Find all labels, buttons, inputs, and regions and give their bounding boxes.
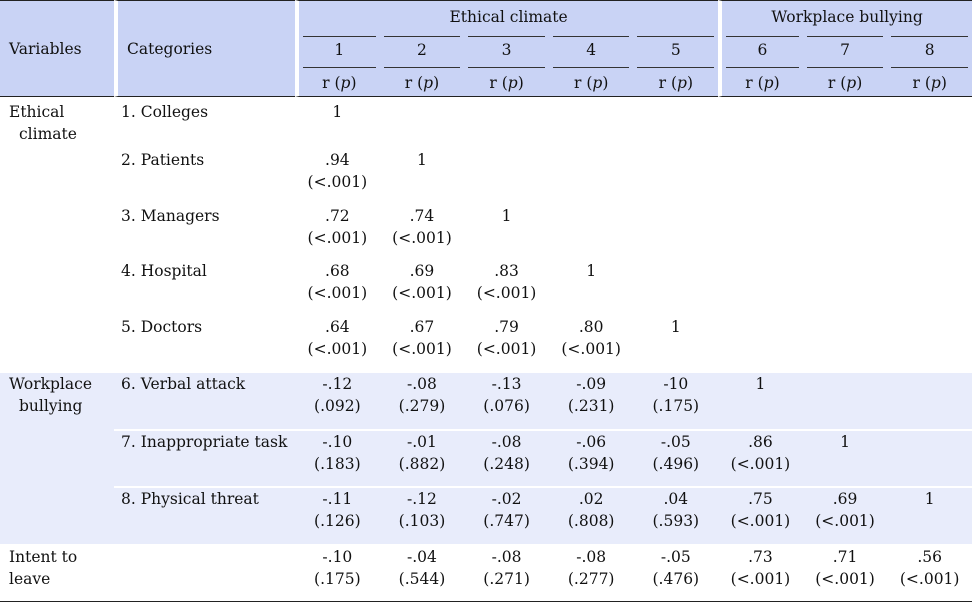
- correlation-cell: [549, 205, 634, 261]
- correlation-cell: [887, 316, 972, 372]
- header-group-ethical: Ethical climate: [295, 0, 718, 32]
- r-value: -.09: [549, 373, 634, 395]
- col-rp-label: r (p): [549, 63, 634, 97]
- r-value: -.12: [295, 373, 380, 395]
- table-row: [0, 486, 972, 544]
- correlation-cell: [549, 544, 634, 602]
- category-label: 4. Hospital: [114, 260, 295, 316]
- p-value: (<.001): [380, 282, 465, 304]
- p-value: (.231): [549, 395, 634, 417]
- correlation-cell: [633, 316, 718, 372]
- correlation-cell: [633, 260, 718, 316]
- r-value: .74: [380, 205, 465, 227]
- r-value: -.08: [464, 431, 549, 453]
- table-row: [0, 371, 972, 429]
- r-value: .73: [718, 546, 803, 568]
- correlation-cell: [464, 429, 549, 487]
- p-value: (<.001): [295, 227, 380, 249]
- table-body: [0, 97, 972, 602]
- category-label: 8. Physical threat: [114, 486, 295, 544]
- r-value: -.13: [464, 373, 549, 395]
- p-value: (.593): [633, 510, 718, 532]
- p-value: (.277): [549, 568, 634, 590]
- correlation-cell: [380, 429, 465, 487]
- p-value: (.808): [549, 510, 634, 532]
- r-value: -.05: [633, 546, 718, 568]
- variable-ethical: [0, 97, 114, 371]
- correlation-cell: [887, 429, 972, 487]
- header-group-bullying: Workplace bullying: [718, 0, 972, 32]
- r-value: .64: [295, 316, 380, 338]
- p-value: (<.001): [295, 338, 380, 360]
- correlation-cell: [464, 97, 549, 149]
- correlation-cell: [887, 486, 972, 544]
- p-value: (.544): [380, 568, 465, 590]
- r-value: .67: [380, 316, 465, 338]
- correlation-cell: [803, 486, 888, 544]
- p-value: (<.001): [380, 338, 465, 360]
- col-number: 7: [803, 32, 888, 63]
- p-value: (.882): [380, 453, 465, 475]
- correlation-cell: [295, 486, 380, 544]
- correlation-cell: [295, 544, 380, 602]
- correlation-cell: [295, 205, 380, 261]
- variable-label-line1: Workplace: [9, 375, 92, 393]
- correlation-cell: [464, 205, 549, 261]
- correlation-cell: [718, 97, 803, 149]
- correlation-cell: [803, 544, 888, 602]
- r-value: -10: [633, 373, 718, 395]
- col-number: 5: [633, 32, 718, 63]
- r-value: .69: [380, 260, 465, 282]
- r-value: 1: [718, 373, 803, 395]
- r-value: -.10: [295, 546, 380, 568]
- correlation-cell: [380, 149, 465, 205]
- p-value: (<.001): [549, 338, 634, 360]
- table-row: [0, 429, 972, 487]
- correlation-cell: [380, 544, 465, 602]
- r-value: -.08: [464, 546, 549, 568]
- p-value: (<.001): [803, 510, 888, 532]
- correlation-cell: [464, 486, 549, 544]
- correlation-cell: [887, 149, 972, 205]
- r-value: .79: [464, 316, 549, 338]
- correlation-cell: [718, 260, 803, 316]
- correlation-cell: [380, 316, 465, 372]
- correlation-cell: [380, 486, 465, 544]
- col-rp-label: r (p): [380, 63, 465, 97]
- correlation-cell: [380, 371, 465, 429]
- r-value: .94: [295, 149, 380, 171]
- r-value: .75: [718, 488, 803, 510]
- p-value: (<.001): [464, 282, 549, 304]
- correlation-cell: [633, 371, 718, 429]
- p-value: (.476): [633, 568, 718, 590]
- p-value: (.092): [295, 395, 380, 417]
- correlation-cell: [464, 371, 549, 429]
- p-value: (<.001): [718, 568, 803, 590]
- r-value: -.05: [633, 431, 718, 453]
- p-value: (<.001): [380, 227, 465, 249]
- correlation-cell: [718, 205, 803, 261]
- p-value: (.076): [464, 395, 549, 417]
- header-variables: Variables: [0, 0, 114, 97]
- category-label: [114, 544, 295, 602]
- correlation-cell: [718, 486, 803, 544]
- correlation-cell: [464, 260, 549, 316]
- correlation-cell: [549, 486, 634, 544]
- correlation-cell: [549, 371, 634, 429]
- r-value: .72: [295, 205, 380, 227]
- correlation-cell: [549, 149, 634, 205]
- p-value: (.394): [549, 453, 634, 475]
- p-value: (.271): [464, 568, 549, 590]
- r-value: .56: [887, 546, 972, 568]
- r-value: 1: [295, 101, 380, 123]
- correlation-cell: [718, 371, 803, 429]
- r-value: -.11: [295, 488, 380, 510]
- correlation-cell: [295, 316, 380, 372]
- p-value: (<.001): [464, 338, 549, 360]
- p-value: (<.001): [718, 453, 803, 475]
- category-label: 1. Colleges: [114, 97, 295, 149]
- correlation-cell: [633, 205, 718, 261]
- r-value: .83: [464, 260, 549, 282]
- col-number: 1: [295, 32, 380, 63]
- p-value: (.126): [295, 510, 380, 532]
- variable-bullying: [0, 371, 114, 544]
- correlation-cell: [887, 544, 972, 602]
- p-value: (.103): [380, 510, 465, 532]
- col-rp-label: r (p): [464, 63, 549, 97]
- p-value: (<.001): [718, 510, 803, 532]
- correlation-cell: [718, 149, 803, 205]
- r-value: .86: [718, 431, 803, 453]
- correlation-cell: [887, 97, 972, 149]
- correlation-cell: [295, 97, 380, 149]
- r-value: -.12: [380, 488, 465, 510]
- r-value: -.08: [549, 546, 634, 568]
- correlation-cell: [803, 429, 888, 487]
- table-row: [0, 97, 972, 149]
- correlation-cell: [295, 149, 380, 205]
- correlation-cell: [549, 97, 634, 149]
- table-row: [0, 260, 972, 316]
- correlation-cell: [464, 544, 549, 602]
- variable-intent-to-leave: Intent to leave: [0, 544, 114, 602]
- correlation-cell: [380, 97, 465, 149]
- col-rp-label: r (p): [887, 63, 972, 97]
- correlation-cell: [295, 371, 380, 429]
- correlation-cell: [718, 544, 803, 602]
- correlation-cell: [887, 371, 972, 429]
- col-rp-label: r (p): [295, 63, 380, 97]
- correlation-cell: [803, 149, 888, 205]
- correlation-cell: [718, 316, 803, 372]
- r-value: .68: [295, 260, 380, 282]
- correlation-cell: [887, 260, 972, 316]
- p-value: (.747): [464, 510, 549, 532]
- col-rp-label: r (p): [718, 63, 803, 97]
- col-number: 8: [887, 32, 972, 63]
- table-row: [0, 149, 972, 205]
- p-value: (<.001): [295, 282, 380, 304]
- p-value: (.279): [380, 395, 465, 417]
- col-rp-label: r (p): [633, 63, 718, 97]
- category-label: 6. Verbal attack: [114, 371, 295, 429]
- variable-label-line1: Ethical: [9, 103, 64, 121]
- category-label: 7. Inappropriate task: [114, 429, 295, 487]
- r-value: -.02: [464, 488, 549, 510]
- r-value: -.06: [549, 431, 634, 453]
- correlation-cell: [633, 486, 718, 544]
- correlation-cell: [633, 544, 718, 602]
- variable-label-line2: bullying: [9, 395, 82, 417]
- correlation-cell: [633, 429, 718, 487]
- r-value: -.04: [380, 546, 465, 568]
- col-number: 2: [380, 32, 465, 63]
- correlation-cell: [887, 205, 972, 261]
- p-value: (.175): [633, 395, 718, 417]
- correlation-cell: [803, 260, 888, 316]
- r-value: 1: [887, 488, 972, 510]
- correlation-cell: [295, 260, 380, 316]
- r-value: 1: [549, 260, 634, 282]
- col-number: 4: [549, 32, 634, 63]
- category-label: 3. Managers: [114, 205, 295, 261]
- correlation-cell: [633, 97, 718, 149]
- r-value: -.10: [295, 431, 380, 453]
- r-value: .69: [803, 488, 888, 510]
- correlation-cell: [803, 371, 888, 429]
- header-categories: Categories: [114, 0, 295, 97]
- p-value: (.248): [464, 453, 549, 475]
- category-label: 5. Doctors: [114, 316, 295, 372]
- correlation-cell: [803, 97, 888, 149]
- p-value: (<.001): [295, 171, 380, 193]
- r-value: .71: [803, 546, 888, 568]
- correlation-cell: [549, 316, 634, 372]
- r-value: 1: [633, 316, 718, 338]
- table-row: [0, 316, 972, 372]
- p-value: (.175): [295, 568, 380, 590]
- r-value: .04: [633, 488, 718, 510]
- r-value: 1: [380, 149, 465, 171]
- correlation-cell: [549, 260, 634, 316]
- correlation-cell: [380, 205, 465, 261]
- r-value: 1: [803, 431, 888, 453]
- correlation-cell: [295, 429, 380, 487]
- col-number: 3: [464, 32, 549, 63]
- correlation-cell: [380, 260, 465, 316]
- col-rp-label: r (p): [803, 63, 888, 97]
- p-value: (.183): [295, 453, 380, 475]
- correlation-cell: [633, 149, 718, 205]
- p-value: (.496): [633, 453, 718, 475]
- variable-label-line2: climate: [9, 123, 77, 145]
- correlation-cell: [549, 429, 634, 487]
- category-label: 2. Patients: [114, 149, 295, 205]
- col-number: 6: [718, 32, 803, 63]
- table-row: [0, 205, 972, 261]
- correlation-cell: [718, 429, 803, 487]
- correlation-cell: [464, 149, 549, 205]
- r-value: -.08: [380, 373, 465, 395]
- p-value: (<.001): [887, 568, 972, 590]
- table-row: [0, 544, 972, 602]
- p-value: (<.001): [803, 568, 888, 590]
- r-value: 1: [464, 205, 549, 227]
- correlation-cell: [803, 316, 888, 372]
- r-value: .02: [549, 488, 634, 510]
- correlation-cell: [803, 205, 888, 261]
- r-value: .80: [549, 316, 634, 338]
- r-value: -.01: [380, 431, 465, 453]
- correlation-cell: [464, 316, 549, 372]
